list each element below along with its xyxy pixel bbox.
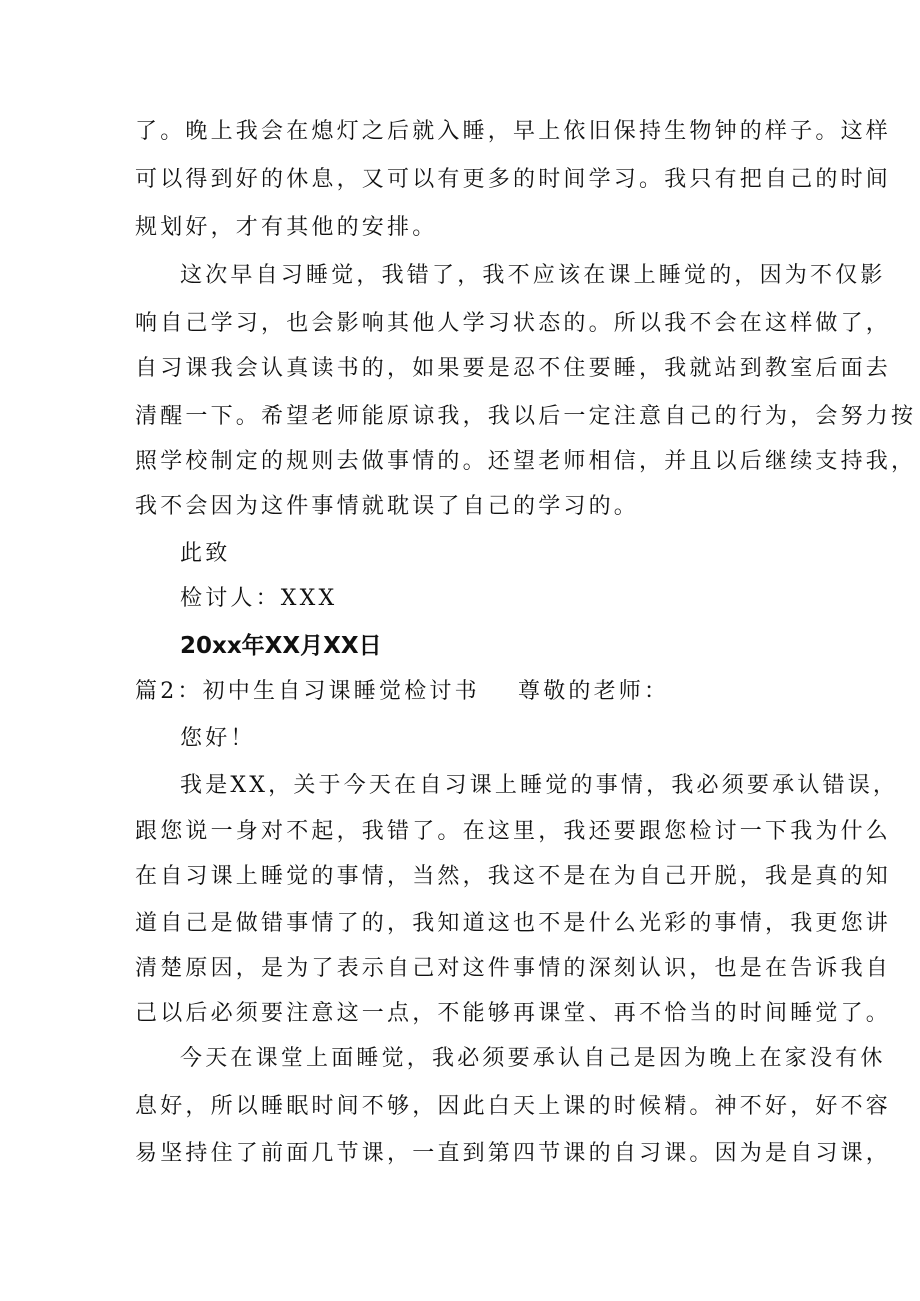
text-line: 己以后必须要注意这一点，不能够再课堂、再不恰当的时间睡觉了。 <box>135 1001 892 1026</box>
paragraph-first-line: 这次早自习睡觉，我错了，我不应该在课上睡觉的，因为不仅影 <box>180 263 886 288</box>
text-line: 道自己是做错事情了的，我知道这也不是什么光彩的事情，我更您讲 <box>135 911 892 936</box>
paragraph-first-line: 我是XX，关于今天在自习课上睡觉的事情，我必须要承认错误， <box>180 773 899 798</box>
section-title: 篇2：初中生自习课睡觉检讨书 <box>135 679 480 704</box>
text-line: 了。晚上我会在熄灯之后就入睡，早上依旧保持生物钟的样子。这样 <box>135 119 892 144</box>
greeting-text: 您好！ <box>180 726 256 751</box>
closing-text: 此致 <box>180 541 231 566</box>
text-line: 规划好，才有其他的安排。 <box>135 215 438 240</box>
text-line: 跟您说一身对不起，我错了。在这里，我还要跟您检讨一下我为什么 <box>135 819 892 844</box>
text-line: 我不会因为这件事情就耽误了自己的学习的。 <box>135 494 640 519</box>
text-line: 清楚原因，是为了表示自己对这件事情的深刻认识，也是在告诉我自 <box>135 956 892 981</box>
text-line: 易坚持住了前面几节课，一直到第四节课的自习课。因为是自习课， <box>135 1141 892 1166</box>
text-line: 在自习课上睡觉的事情，当然，我这不是在为自己开脱，我是真的知 <box>135 864 892 889</box>
date-line: 20xx年XX月XX日 <box>180 633 382 659</box>
text-line: 息好，所以睡眠时间不够，因此白天上课的时候精。神不好，好不容 <box>135 1094 892 1119</box>
salutation: 尊敬的老师： <box>518 679 670 704</box>
text-line: 照学校制定的规则去做事情的。还望老师相信，并且以后继续支持我， <box>135 449 917 474</box>
text-line: 自习课我会认真读书的，如果要是忍不住要睡，我就站到教室后面去 <box>135 356 892 381</box>
text-line: 清醒一下。希望老师能原谅我，我以后一定注意自己的行为，会努力按 <box>135 404 917 429</box>
signer-line: 检讨人：XXX <box>180 586 338 611</box>
text-line: 可以得到好的休息，又可以有更多的时间学习。我只有把自己的时间 <box>135 167 892 192</box>
paragraph-first-line: 今天在课堂上面睡觉，我必须要承认自己是因为晚上在家没有休 <box>180 1046 886 1071</box>
text-line: 响自己学习，也会影响其他人学习状态的。所以我不会在这样做了， <box>135 311 892 336</box>
